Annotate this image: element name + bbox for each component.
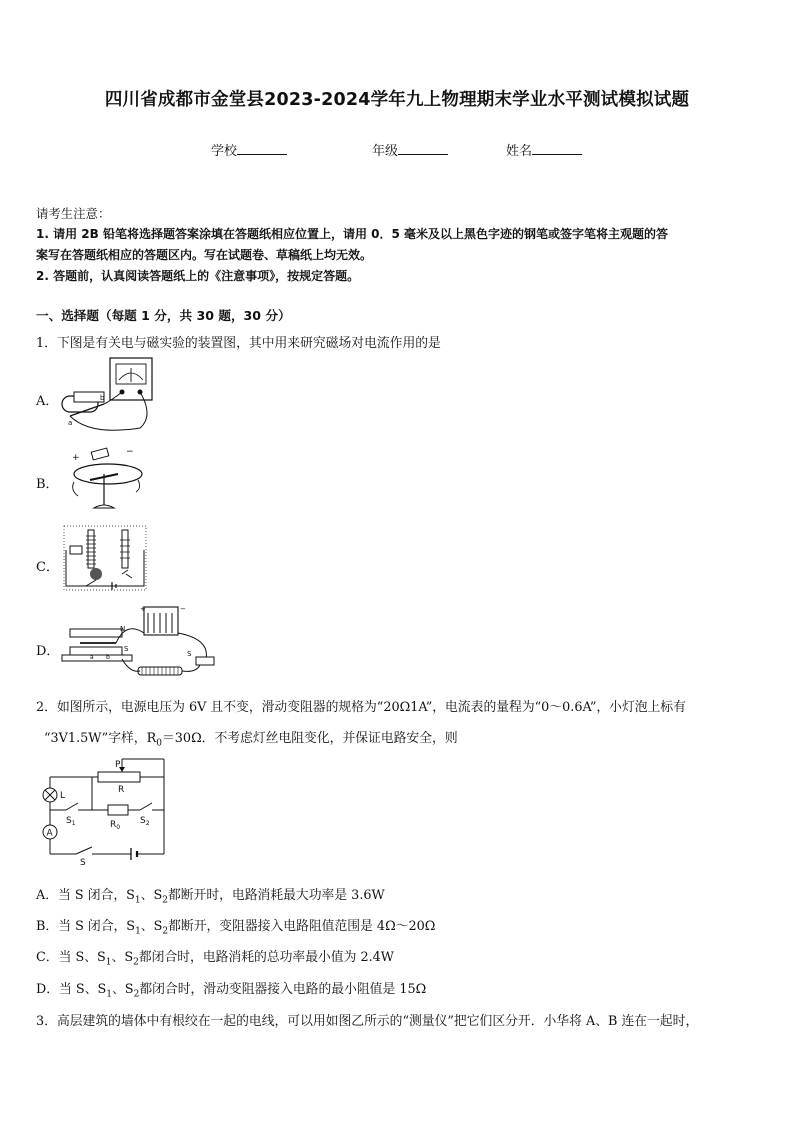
svg-text:+: + bbox=[72, 453, 80, 463]
q2-choice-b[interactable]: B．当 S 闭合，$S_1$、$S_2$都断开，变阻器接入电路阻值范围是 4Ω～20Ω bbox=[36, 919, 436, 937]
oersted-figure bbox=[60, 444, 150, 518]
label-s2: $S_2$ bbox=[140, 816, 150, 827]
label-r: R bbox=[118, 785, 125, 795]
electromagnet-figure bbox=[60, 524, 150, 598]
q2-stem-b-2: ＝30Ω．不考虑灯丝电阻变化，并保证电路安全，则 bbox=[161, 731, 458, 746]
label-r0: $R_0$ bbox=[110, 820, 121, 831]
q1-option-c-label[interactable]: C． bbox=[36, 560, 59, 575]
svg-text:+: + bbox=[140, 605, 146, 613]
label-s-switch: S bbox=[187, 650, 192, 658]
label-a2: a bbox=[90, 654, 94, 661]
label-a: A bbox=[46, 828, 53, 839]
school-label: 学校 bbox=[211, 144, 238, 159]
label-s1: $S_1$ bbox=[66, 816, 76, 827]
question-2-stem-b bbox=[44, 727, 458, 749]
name-field[interactable] bbox=[506, 140, 582, 159]
q2-stem-b-sub: 0 bbox=[156, 738, 162, 749]
grade-label: 年级 bbox=[372, 144, 399, 159]
label-l: L bbox=[60, 791, 66, 801]
exam-title: 四川省成都市金堂县2023-2024学年九上物理期末学业水平测试模拟试题 bbox=[104, 90, 690, 110]
question-1-stem: 1．下图是有关电与磁实验的装置图，其中用来研究磁场对电流作用的是 bbox=[36, 336, 441, 351]
motor-principle-figure bbox=[60, 603, 220, 683]
label-a: a bbox=[68, 419, 73, 427]
grade-blank[interactable] bbox=[398, 140, 448, 155]
question-3-stem: 3．高层建筑的墙体中有根绞在一起的电线，可以用如图乙所示的“测量仪”把它们区分开．小华将 A、B 连在一起时， bbox=[36, 1014, 699, 1029]
notes-line-1b: 案写在答题纸相应的答题区内。写在试题卷、草稿纸上均无效。 bbox=[36, 248, 373, 262]
q1-option-d-label[interactable]: D． bbox=[36, 644, 60, 659]
notes-heading: 请考生注意： bbox=[36, 206, 111, 221]
label-b: b bbox=[100, 394, 105, 402]
name-blank[interactable] bbox=[532, 140, 582, 155]
question-2-stem-a: 2．如图所示，电源电压为 6V 且不变，滑动变阻器的规格为“20Ω1A”，电流表的量程为“0～0.6A”，小灯泡上标有 bbox=[36, 700, 686, 715]
section-heading: 一、选择题（每题 1 分，共 30 题，30 分） bbox=[36, 308, 291, 323]
label-b2: b bbox=[106, 654, 110, 661]
label-p: P bbox=[115, 760, 121, 770]
grade-field[interactable] bbox=[372, 140, 448, 159]
label-n: N bbox=[120, 625, 126, 633]
q2-choice-c[interactable]: C．当 S、$S_1$、$S_2$都闭合时，电路消耗的总功率最小值为 2.4W bbox=[36, 950, 394, 968]
q2-choice-a[interactable]: A．当 S 闭合，$S_1$、$S_2$都断开时，电路消耗最大功率是 3.6W bbox=[36, 888, 385, 906]
galvanometer-figure bbox=[60, 356, 160, 438]
q2-circuit-diagram bbox=[36, 757, 172, 867]
notes-line-1a: 1. 请用 2B 铅笔将选择题答案涂填在答题纸相应位置上，请用 0．5 毫米及以上黑色字迹的钢笔或签字笔将主观题的答 bbox=[36, 227, 668, 241]
label-s: S bbox=[80, 858, 86, 867]
notes-line-2: 2. 答题前，认真阅读答题纸上的《注意事项》，按规定答题。 bbox=[36, 269, 360, 283]
name-label: 姓名 bbox=[506, 144, 533, 159]
q2-stem-b-1: “3V1.5W”字样，R bbox=[44, 731, 157, 746]
q2-choice-d[interactable]: D．当 S、$S_1$、$S_2$都闭合时，滑动变阻器接入电路的最小阻值是 15Ω bbox=[36, 982, 427, 1000]
notes-block bbox=[36, 203, 761, 287]
label-s-pole: S bbox=[124, 645, 129, 653]
school-field[interactable] bbox=[211, 140, 287, 159]
q1-option-b-label[interactable]: B． bbox=[36, 477, 59, 492]
q1-option-a-label[interactable]: A． bbox=[36, 394, 59, 409]
svg-text:−: − bbox=[126, 447, 134, 457]
school-blank[interactable] bbox=[237, 140, 287, 155]
svg-text:−: − bbox=[180, 605, 186, 613]
